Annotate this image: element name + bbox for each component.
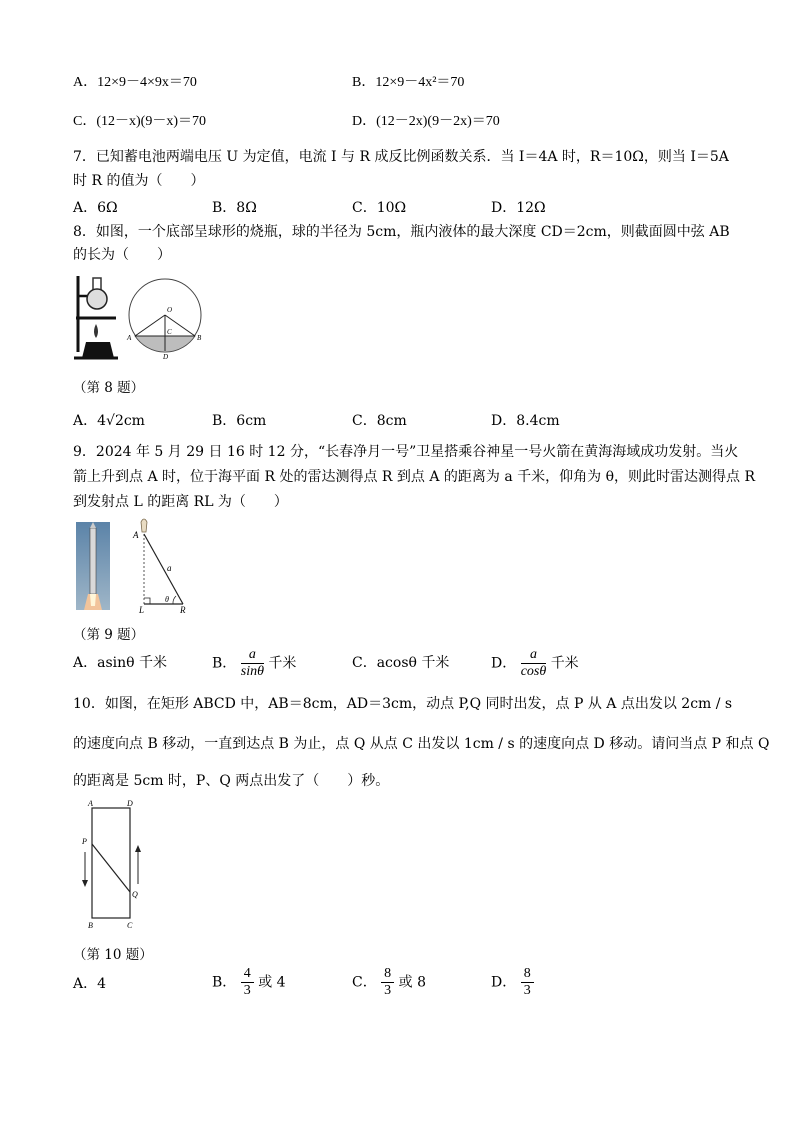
q8-label-d: D	[163, 353, 169, 361]
q8-label-a: A	[127, 334, 132, 342]
q9-option-a: A．asinθ 千米	[73, 655, 168, 671]
q9-stem-line1: 9．2024 年 5 月 29 日 16 时 12 分，“长春净月一号”卫星搭乘谷神星一号火箭在黄海海域成功发射。当火	[73, 444, 739, 460]
q7-option-d: D．12Ω	[491, 200, 546, 216]
q6-option-b: B．12×9－4x²＝70	[352, 75, 465, 90]
q9-label-a-point: A	[133, 530, 139, 540]
q9-option-b-fraction	[241, 647, 264, 680]
q10-option-d-prefix: D．	[491, 974, 517, 991]
q9-option-d-unit: 千米	[550, 655, 579, 672]
q10-option-b-prefix: B．	[212, 974, 237, 991]
q10-option-d-numerator: 8	[521, 966, 534, 983]
q10-caption: （第 10 题）	[73, 947, 153, 963]
q8-option-c: C．8cm	[352, 413, 407, 429]
q6-option-c: C．(12－x)(9－x)＝70	[73, 114, 206, 129]
q10-option-d-fraction	[521, 966, 534, 999]
q7-stem-line1: 7．已知蓄电池两端电压 U 为定值，电流 I 与 R 成反比例函数关系．当 I＝4A 时，R＝10Ω，则当 I＝5A	[73, 149, 729, 165]
q9-stem-line3: 到发射点 L 的距离 RL 为（ ）	[73, 494, 288, 510]
q8-caption: （第 8 题）	[73, 380, 145, 396]
q9-option-d-prefix: D．	[491, 655, 517, 672]
q9-option-b-denominator: sinθ	[240, 664, 264, 679]
q10-option-c-numerator: 8	[381, 966, 394, 983]
q10-option-b-denominator: 3	[243, 983, 251, 998]
q7-option-c: C．10Ω	[352, 200, 407, 216]
q10-option-a: A．4	[73, 976, 107, 992]
q10-option-c-suffix: 或 8	[398, 974, 426, 991]
q10-stem-line2: 的速度向点 B 移动，一直到达点 B 为止，点 Q 从点 C 出发以 1cm / s 的速度向点 D 移动。请问当点 P 和点 Q	[73, 736, 770, 752]
q9-rocket-photo	[76, 522, 110, 610]
q8-flask-photo	[72, 272, 120, 362]
q10-option-c-denominator: 3	[384, 983, 392, 998]
q7-option-a: A．6Ω	[73, 200, 118, 216]
q9-option-d-numerator: a	[521, 647, 547, 664]
q10-label-d: D	[127, 799, 133, 808]
q9-option-b	[212, 647, 296, 680]
q8-option-d: D．8.4cm	[491, 413, 560, 429]
q10-option-d-denominator: 3	[523, 983, 531, 998]
q10-stem-line3: 的距离是 5cm 时，P、Q 两点出发了（ ）秒。	[73, 773, 390, 789]
q6-option-a: A．12×9－4×9x＝70	[73, 75, 197, 90]
q8-option-a: A．4√2cm	[73, 413, 145, 429]
q8-stem-line2: 的长为（ ）	[73, 247, 171, 263]
q8-label-b: B	[197, 334, 202, 342]
q9-option-d-denominator: cosθ	[520, 664, 547, 679]
q10-option-b-numerator: 4	[241, 966, 254, 983]
q9-option-d-fraction	[521, 647, 547, 680]
q9-label-a-length: a	[167, 563, 172, 573]
q9-stem-line2: 箭上升到点 A 时，位于海平面 R 处的雷达测得点 R 到点 A 的距离为 a 千米，仰角为 θ，则此时雷达测得点 R	[73, 469, 756, 485]
q9-label-r: R	[180, 605, 186, 614]
q9-option-b-prefix: B．	[212, 655, 237, 672]
q10-label-a: A	[88, 799, 93, 808]
q10-label-c: C	[127, 921, 133, 930]
q7-stem-line2: 时 R 的值为（ ）	[73, 173, 205, 189]
q10-option-d	[491, 966, 534, 999]
q7-option-b: B．8Ω	[212, 200, 257, 216]
q10-option-c	[352, 966, 426, 999]
q10-label-b: B	[88, 921, 93, 930]
q8-option-b: B．6cm	[212, 413, 267, 429]
q9-label-l: L	[139, 605, 145, 614]
q9-option-c: C．acosθ 千米	[352, 655, 450, 671]
q10-label-q: Q	[132, 890, 138, 899]
q6-option-d: D．(12－2x)(9－2x)＝70	[352, 114, 500, 129]
q9-option-d	[491, 647, 579, 680]
q10-option-b	[212, 966, 286, 999]
q9-triangle-diagram	[125, 516, 191, 614]
q8-circle-diagram	[125, 270, 203, 362]
q10-option-c-fraction	[381, 966, 394, 999]
q10-option-b-fraction	[241, 966, 254, 999]
q9-option-b-numerator: a	[241, 647, 264, 664]
q10-stem-line1: 10．如图，在矩形 ABCD 中，AB＝8cm，AD＝3cm，动点 P,Q 同时出发，点 P 从 A 点出发以 2cm / s	[73, 696, 733, 712]
q9-caption: （第 9 题）	[73, 627, 145, 643]
q10-label-p: P	[82, 837, 87, 846]
q9-option-b-unit: 千米	[268, 655, 297, 672]
q10-option-b-suffix: 或 4	[258, 974, 286, 991]
q8-label-o: O	[167, 306, 173, 314]
q8-label-c: C	[167, 328, 172, 336]
q8-stem-line1: 8．如图，一个底部呈球形的烧瓶，球的半径为 5cm，瓶内液体的最大深度 CD＝2cm，则截面圆中弦 AB	[73, 224, 730, 240]
q10-option-c-prefix: C．	[352, 974, 377, 991]
q10-rectangle-diagram	[78, 798, 144, 930]
q9-label-theta: θ	[165, 595, 169, 604]
